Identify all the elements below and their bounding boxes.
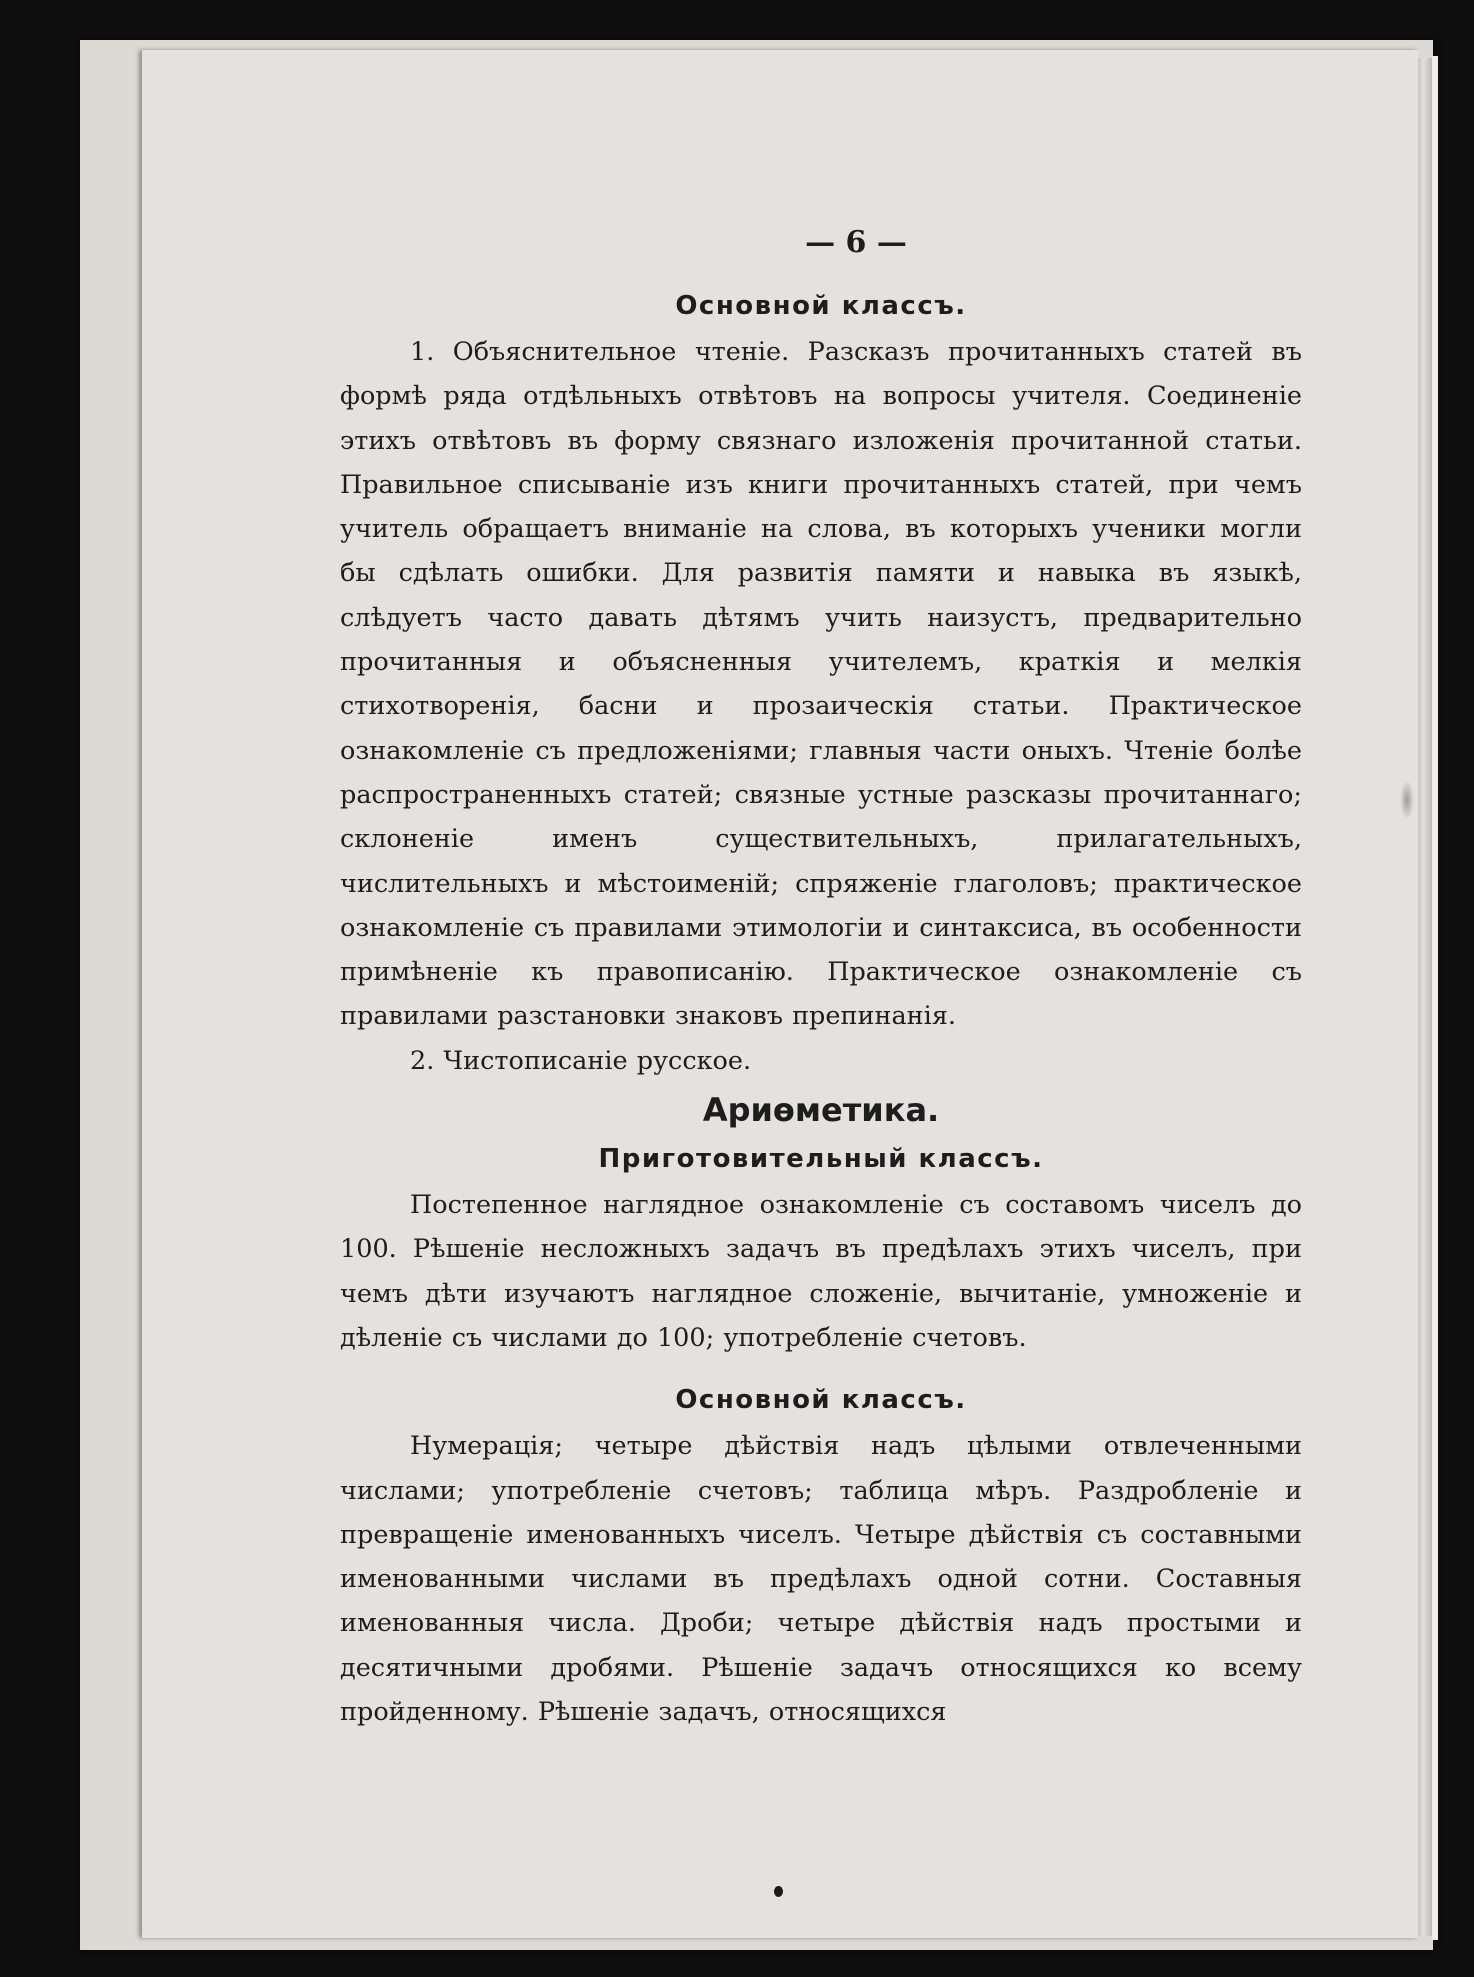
page-text xyxy=(340,218,1302,1734)
section-heading-basic-class-russian: Основной классъ. xyxy=(675,291,967,321)
section-heading-preparatory-class: Приготовительный классъ. xyxy=(598,1144,1044,1175)
subject-heading-arithmetic: Ариѳметика. xyxy=(702,1091,940,1130)
print-dot xyxy=(774,1886,783,1897)
page-edge xyxy=(1418,58,1432,1936)
paragraph-explanatory-reading: 1. Объяснительное чтеніе. Разсказъ прочитанныхъ статей въ формѣ ряда отдѣльныхъ отвѣтовъ на вопросы учителя. Соединеніе этихъ отвѣтовъ въ форму связнаго изложенія прочитанной статьи. Правильное списываніе изъ книги прочитанныхъ статей, при чемъ учитель обращаетъ вниманіе на слова, въ которыхъ ученики могли бы сдѣлать ошибки. Для развитія памяти и навыка въ языкѣ, слѣдуетъ часто давать дѣтямъ учить наизустъ, предварительно прочитанныя и объясненныя учителемъ, краткія и мелкія стихотворенія, басни и прозаическія статьи. Практическое ознакомленіе съ предложеніями; главныя части оныхъ. Чтеніе болѣе распространенныхъ статей; связные устные разсказы прочитаннаго; склоненіе именъ существительныхъ, прилагательныхъ, числительныхъ и мѣстоименій; спряженіе глаголовъ; практическое ознакомленіе съ правилами этимологіи и синтаксиса, въ особенности примѣненіе къ правописанію. Практическое ознакомленіе съ правилами разстановки знаковъ препинанія. xyxy=(340,337,1302,1032)
paragraph-preparatory-arithmetic: Постепенное наглядное ознакомленіе съ составомъ чиселъ до 100. Рѣшеніе несложныхъ задачъ въ предѣлахъ этихъ чиселъ, при чемъ дѣти изучаютъ наглядное сложеніе, вычитаніе, умноженіе и дѣленіе съ числами до 100; употребленіе счетовъ. xyxy=(340,1190,1302,1353)
page-edge-strip xyxy=(1432,56,1438,1940)
paragraph-basic-arithmetic: Нумерація; четыре дѣйствія надъ цѣлыми отвлеченными числами; употребленіе счетовъ; таблица мѣръ. Раздробленіе и превращеніе именованныхъ чиселъ. Четыре дѣйствія съ составными именованными числами въ предѣлахъ одной сотни. Составныя именованныя числа. Дроби; четыре дѣйствія надъ простыми и десятичными дробями. Рѣшеніе задачъ относящихся ко всему пройденному. Рѣшеніе задачъ, относящихся xyxy=(340,1431,1302,1728)
page-number: — 6 — xyxy=(805,225,907,260)
section-heading-basic-class-arithmetic: Основной классъ. xyxy=(675,1385,967,1416)
paragraph-penmanship: 2. Чистописаніе русское. xyxy=(410,1045,752,1076)
margin-smudge xyxy=(1400,780,1414,820)
